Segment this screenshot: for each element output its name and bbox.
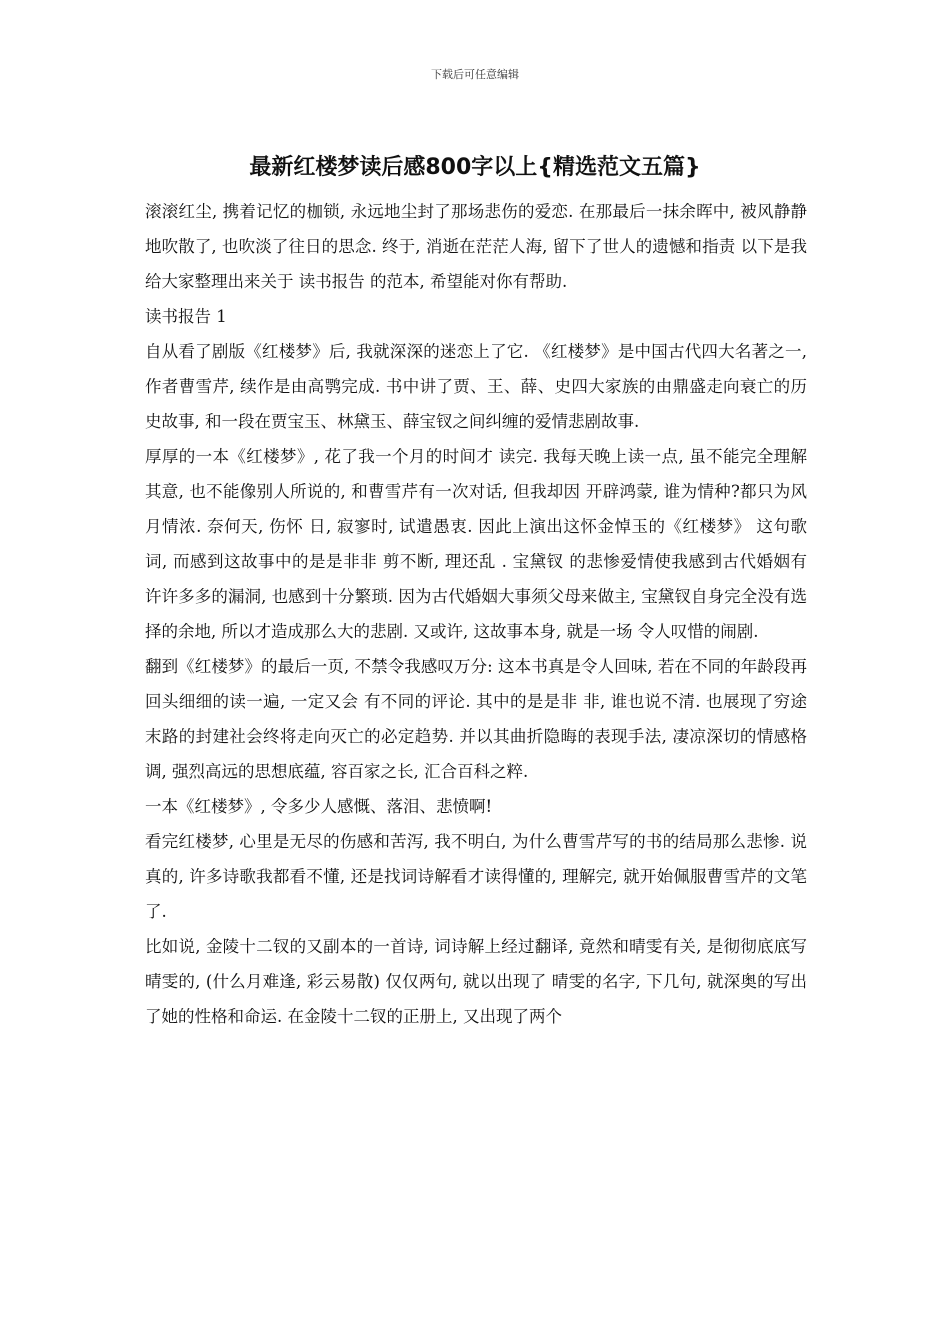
paragraph: 厚厚的一本《红楼梦》, 花了我一个月的时间才 读完. 我每天晚上读一点, 虽不能完全理解其意, 也不能像别人所说的, 和曹雪芹有一次对话, 但我却因 开辟鸿蒙, 谁为情种?都只为风月情浓. 奈何天, 伤怀 日, 寂寥时, 试遣愚衷. 因此上演出这怀金悼玉的《红楼梦》 这句歌词, 而感到这故事中的是是非非 剪不断, 理还乱 . 宝黛钗 的悲惨爱情使我感到古代婚姻有 许许多多的漏洞, 也感到十分繁琐. 因为古代婚姻大事须父母来做主, 宝黛钗自身完全没有选择的余地, 所以才造成那么大的悲剧. 又或许, 这故事本身, 就是一场 令人叹惜的闹剧. xyxy=(145,447,807,641)
paragraph: 翻到《红楼梦》的最后一页, 不禁令我感叹万分: 这本书真是令人回味, 若在不同的年龄段再回头细细的读一遍, 一定又会 有不同的评论. 其中的是是非 非, 谁也说不清. 也展现了穷途末路的封建社会终将走向灭亡的必定趋势. 并以其曲折隐晦的表现手法, 凄凉深切的情感格调, 强烈高远的思想底蕴, 容百家之长, 汇合百科之粹. xyxy=(145,657,807,781)
page-title: 最新红楼梦读后感800字以上{精选范文五篇} xyxy=(249,155,701,180)
paragraph-intro: 滚滚红尘, 携着记忆的枷锁, 永远地尘封了那场悲伤的爱恋. 在那最后一抹余晖中, 被风静静地吹散了, 也吹淡了往日的思念. 终于, 消逝在茫茫人海, 留下了世人的遗憾和指责 以下是我给大家整理出来关于 读书报告 的范本, 希望能对你有帮助. xyxy=(145,202,807,291)
paragraph: 看完红楼梦, 心里是无尽的伤感和苦泻, 我不明白, 为什么曹雪芹写的书的结局那么悲惨. 说真的, 许多诗歌我都看不懂, 还是找词诗解看才读得懂的, 理解完, 就开始佩服曹雪芹的文笔了. xyxy=(145,832,807,921)
section-heading: 读书报告 1 xyxy=(145,307,227,326)
paragraph: 比如说, 金陵十二钗的又副本的一首诗, 词诗解上经过翻译, 竟然和晴雯有关, 是彻彻底底写晴雯的, (什么月难逢, 彩云易散) 仅仅两句, 就以出现了 晴雯的名字, 下几句, 就深奥的写出了她的性格和命运. 在金陵十二钗的正册上, 又出现了两个 xyxy=(145,937,807,1026)
header-note: 下载后可任意编辑 xyxy=(431,68,519,81)
paragraph: 自从看了剧版《红楼梦》后, 我就深深的迷恋上了它. 《红楼梦》是中国古代四大名著之一, 作者曹雪芹, 续作是由高鹗完成. 书中讲了贾、王、薛、史四大家族的由鼎盛走向衰亡的历史故事, 和一段在贾宝玉、林黛玉、薛宝钗之间纠缠的爱情悲剧故事. xyxy=(145,342,807,431)
paragraph: 一本《红楼梦》, 令多少人感慨、落泪、悲愤啊! xyxy=(145,797,493,816)
article-body xyxy=(145,194,807,1034)
